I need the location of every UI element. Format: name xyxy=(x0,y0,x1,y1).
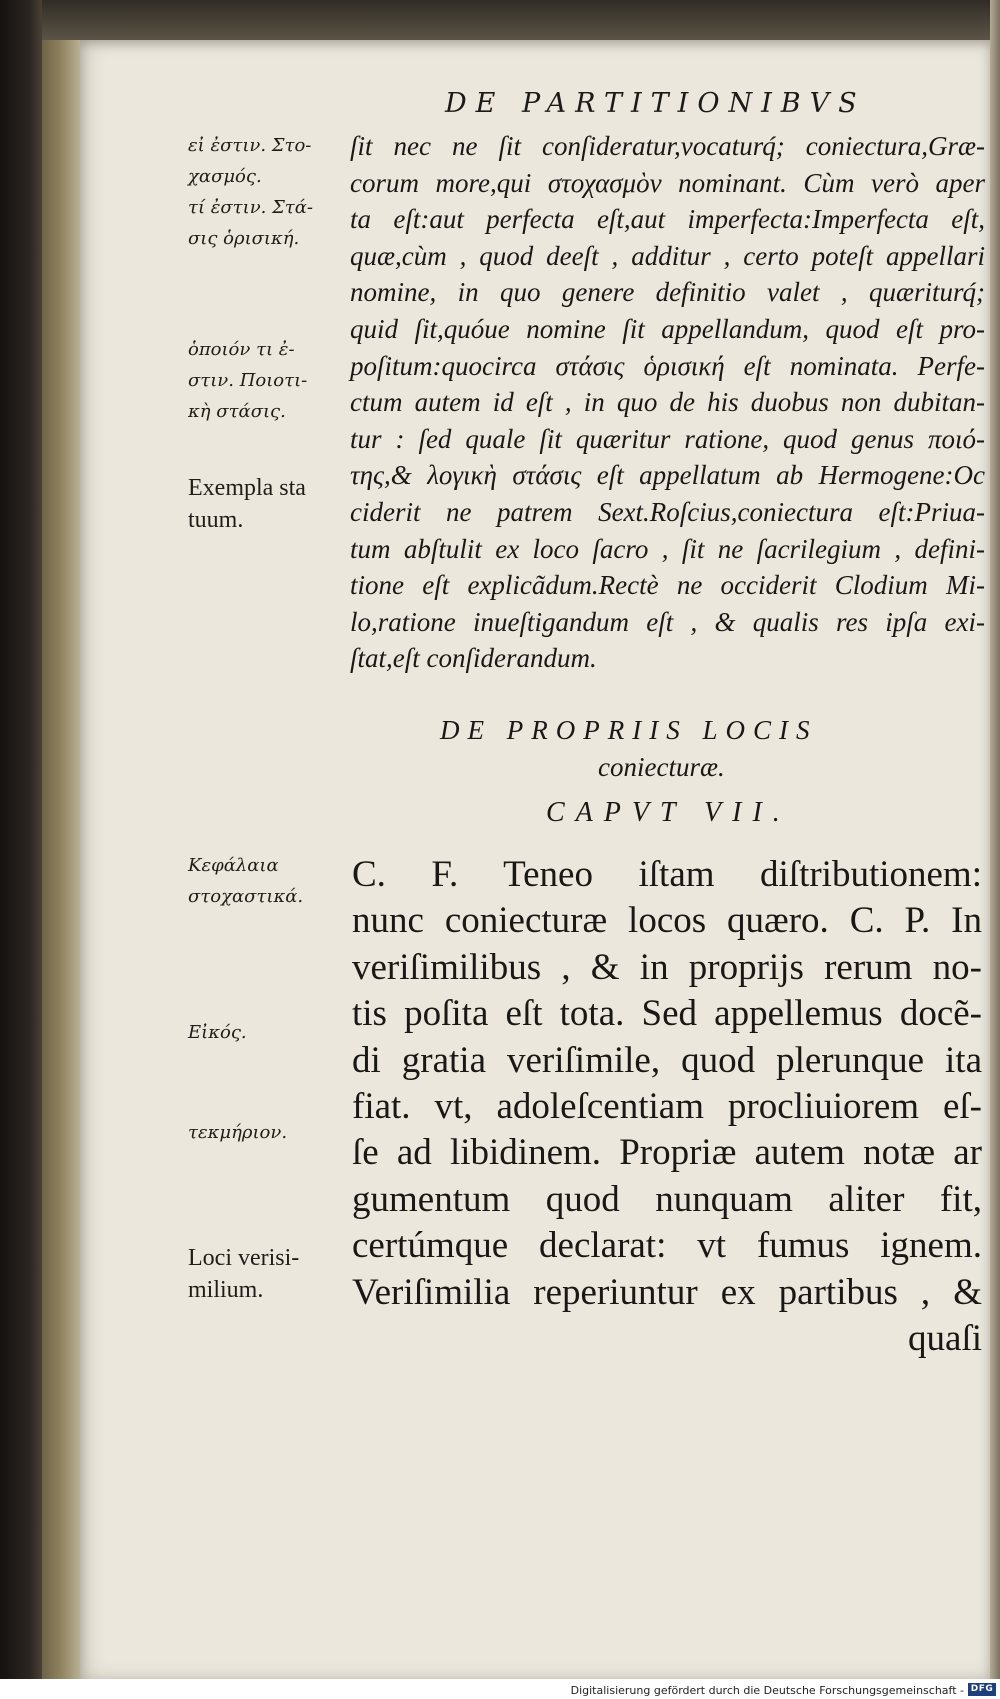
text-line: veriſimilibus , & in proprijs rerum no- xyxy=(352,946,982,988)
margin-note xyxy=(188,130,311,192)
margin-note-line: tuum. xyxy=(188,507,244,533)
margin-note xyxy=(188,472,306,536)
margin-note-line: τί ἐστιν. Στά- xyxy=(188,197,314,218)
text-line: gumentum quod nunquam aliter fit, xyxy=(352,1178,982,1220)
margin-note xyxy=(188,850,303,912)
dfg-logo: DFG xyxy=(968,1683,996,1696)
text-line: ciderit ne patrem Sext.Roſcius,coniectura eſt:Priua- xyxy=(350,496,985,527)
text-line: tione eſt explicãdum.Rectè ne occiderit Clodium Mi- xyxy=(350,570,985,601)
margin-note-line: κὴ στάσις. xyxy=(188,401,286,422)
margin-note-line: Κεφάλαια xyxy=(188,855,279,876)
section-heading: DE PROPRIIS LOCIS xyxy=(440,715,818,745)
margin-note xyxy=(188,1242,299,1306)
text-line: ſtat,eſt conſiderandum. xyxy=(350,643,597,674)
right-edge xyxy=(990,0,1000,1699)
text-line: nunc coniecturæ locos quæro. C. P. In xyxy=(352,900,982,942)
roman-text-block xyxy=(352,852,982,1362)
margin-note-line: Εἰκός. xyxy=(188,1022,247,1043)
margin-note xyxy=(188,1117,287,1148)
text-line: ſit nec ne ſit conſideratur,vocaturq́; coniectura,Græ- xyxy=(350,131,985,161)
text-line: quid ſit,quóue nomine ſit appellandum, quod eſt pro- xyxy=(350,313,985,344)
text-line: tur : ſed quale ſit quæritur ratione, quod genus ποιό- xyxy=(350,423,985,454)
margin-note-line: τεκμήριον. xyxy=(188,1122,288,1143)
footer-bar xyxy=(0,1679,1000,1699)
top-shadow xyxy=(42,0,1000,40)
italic-text-block xyxy=(350,128,985,677)
text-line: fiat. vt, adoleſcentiam procliuiorem eſ- xyxy=(352,1085,982,1127)
margin-note xyxy=(188,334,307,427)
text-line: certúmque declarat: vt fumus ignem. xyxy=(352,1225,982,1267)
text-line: nomine, in quo genere definitio valet , quæriturq́; xyxy=(350,277,985,308)
margin-note xyxy=(188,1017,247,1048)
text-line: quæ,cùm , quod deeſt , additur , certo poteſt appellari xyxy=(350,240,985,271)
margin-note-line: Exempla sta xyxy=(188,475,306,501)
margin-note-line: χασμός. xyxy=(188,166,262,187)
text-line: tis poſita eſt tota. Sed appellemus docẽ- xyxy=(352,993,982,1035)
margin-note-line: εἰ ἐστιν. Στο- xyxy=(188,135,312,156)
text-line: tum abſtulit ex loco ſacro , ſit ne ſacrilegium , defini- xyxy=(350,533,985,564)
text-line: ta eſt:aut perfecta eſt,aut imperfecta:Imperfecta eſt, xyxy=(350,204,985,235)
text-line: της,& λογικὴ στάσις eſt appellatum ab Hermogene:Oc xyxy=(350,460,985,491)
text-line: quaſi xyxy=(908,1317,982,1359)
running-head: DE PARTITIONIBVS xyxy=(445,88,866,119)
page-edge xyxy=(42,40,80,1680)
text-line: poſitum:quocirca στάσις ὁρισική eſt nominata. Perfe- xyxy=(350,350,985,381)
text-line: C. F. Teneo iſtam diſtributionem: xyxy=(352,854,982,895)
binding-gutter xyxy=(0,0,42,1699)
text-line: Veriſimilia reperiuntur ex partibus , & xyxy=(352,1271,982,1313)
text-line: ctum autem id eſt , in quo de his duobus non dubitan- xyxy=(350,387,985,418)
chapter-title: CAPVT VII. xyxy=(546,797,791,828)
section-heading-subtitle: coniecturæ. xyxy=(598,752,725,782)
margin-note-line: milium. xyxy=(188,1277,264,1303)
text-line: di gratia veriſimile, quod plerunque ita xyxy=(352,1039,982,1081)
margin-note-line: στιν. Ποιοτι- xyxy=(188,370,308,391)
text-line: ſe ad libidinem. Propriæ autem notæ ar xyxy=(352,1132,982,1174)
margin-note-line: σις ὁρισική. xyxy=(188,228,300,249)
margin-note xyxy=(188,192,313,254)
margin-note-line: ὁποιόν τι ἐ- xyxy=(188,339,295,360)
margin-note-line: Loci verisi- xyxy=(188,1245,300,1271)
text-line: lo,ratione inueſtigandum eſt , & qualis res ipſa exi- xyxy=(350,606,985,637)
margin-note-line: στοχαστικά. xyxy=(188,886,304,907)
text-line: corum more,qui στοχασμὸν nominant. Cùm verò aper xyxy=(350,167,985,198)
footer-credit: Digitalisierung gefördert durch die Deutsche Forschungsgemeinschaft - xyxy=(570,1684,964,1697)
